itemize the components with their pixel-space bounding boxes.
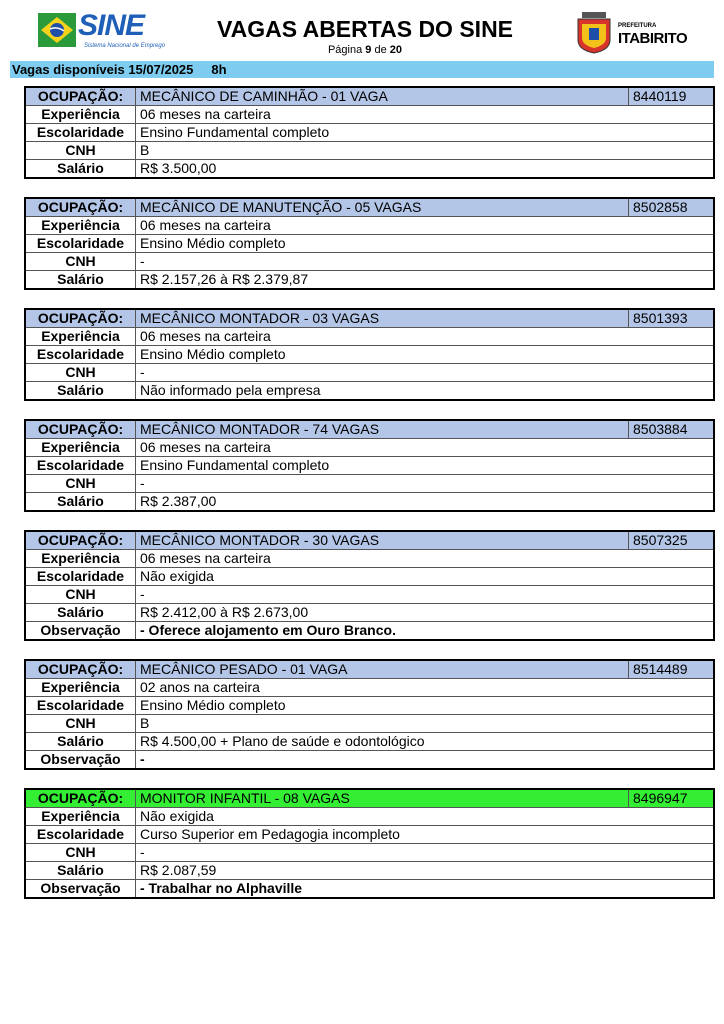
observacao-value: - Oferece alojamento em Ouro Branco.	[136, 622, 715, 641]
date-bar	[10, 61, 714, 78]
escolaridade-value: Curso Superior em Pedagogia incompleto	[136, 826, 715, 844]
cnh-label: CNH	[25, 715, 136, 733]
salario-value: R$ 4.500,00 + Plano de saúde e odontológico	[136, 733, 715, 751]
salario-value: R$ 2.412,00 à R$ 2.673,00	[136, 604, 715, 622]
cnh-label: CNH	[25, 142, 136, 160]
salario-value: R$ 2.157,26 à R$ 2.379,87	[136, 271, 715, 290]
job-table	[24, 788, 715, 899]
page-sep: de	[374, 44, 387, 56]
job-row-salario	[25, 271, 714, 290]
date-time: 8h	[211, 62, 227, 77]
job-row-escolaridade	[25, 457, 714, 475]
experiencia-value: Não exigida	[136, 808, 715, 826]
escolaridade-label: Escolaridade	[25, 457, 136, 475]
experiencia-value: 06 meses na carteira	[136, 217, 715, 235]
prefeitura-logo	[574, 12, 694, 54]
ocupacao-label: OCUPAÇÃO:	[25, 198, 136, 217]
job-title: MECÂNICO MONTADOR - 74 VAGAS	[136, 420, 629, 439]
job-code: 8507325	[629, 531, 715, 550]
job-row-salario	[25, 382, 714, 401]
job-title: MONITOR INFANTIL - 08 VAGAS	[136, 789, 629, 808]
salario-label: Salário	[25, 862, 136, 880]
escolaridade-value: Não exigida	[136, 568, 715, 586]
sine-brand-text: SINE	[78, 9, 145, 42]
cnh-label: CNH	[25, 475, 136, 493]
page-total: 20	[389, 44, 403, 56]
job-row-escolaridade	[25, 124, 714, 142]
job-title: MECÂNICO DE CAMINHÃO - 01 VAGA	[136, 87, 629, 106]
job-row-experiencia	[25, 439, 714, 457]
experiencia-value: 06 meses na carteira	[136, 106, 715, 124]
job-code: 8514489	[629, 660, 715, 679]
cnh-label: CNH	[25, 253, 136, 271]
job-row-cnh	[25, 844, 714, 862]
job-header-row	[25, 309, 714, 328]
salario-value: R$ 3.500,00	[136, 160, 715, 179]
observacao-label: Observação	[25, 880, 136, 899]
job-row-cnh	[25, 715, 714, 733]
job-row-cnh	[25, 364, 714, 382]
experiencia-value: 06 meses na carteira	[136, 550, 715, 568]
escolaridade-label: Escolaridade	[25, 235, 136, 253]
sine-subtitle: Sistema Nacional de Emprego	[84, 43, 166, 49]
ocupacao-label: OCUPAÇÃO:	[25, 531, 136, 550]
escolaridade-value: Ensino Médio completo	[136, 346, 715, 364]
job-list	[24, 86, 715, 917]
salario-label: Salário	[25, 733, 136, 751]
salario-value: R$ 2.087,59	[136, 862, 715, 880]
experiencia-label: Experiência	[25, 106, 136, 124]
job-table	[24, 419, 715, 512]
city-crest-icon	[574, 12, 614, 54]
page-title: VAGAS ABERTAS DO SINE	[216, 16, 514, 42]
job-table	[24, 659, 715, 770]
prefeitura-city: ITABIRITO	[618, 30, 688, 47]
salario-label: Salário	[25, 493, 136, 512]
job-row-escolaridade	[25, 568, 714, 586]
ocupacao-label: OCUPAÇÃO:	[25, 87, 136, 106]
escolaridade-label: Escolaridade	[25, 346, 136, 364]
job-header-row	[25, 420, 714, 439]
escolaridade-label: Escolaridade	[25, 568, 136, 586]
salario-value: Não informado pela empresa	[136, 382, 715, 401]
experiencia-value: 06 meses na carteira	[136, 328, 715, 346]
page-number	[180, 44, 550, 56]
ocupacao-label: OCUPAÇÃO:	[25, 660, 136, 679]
cnh-value: -	[136, 844, 715, 862]
salario-value: R$ 2.387,00	[136, 493, 715, 512]
job-row-escolaridade	[25, 235, 714, 253]
job-row-observacao	[25, 880, 714, 899]
job-row-salario	[25, 733, 714, 751]
job-title: MECÂNICO MONTADOR - 30 VAGAS	[136, 531, 629, 550]
job-header-row	[25, 87, 714, 106]
job-row-cnh	[25, 586, 714, 604]
job-code: 8440119	[629, 87, 715, 106]
job-table	[24, 86, 715, 179]
escolaridade-value: Ensino Médio completo	[136, 235, 715, 253]
job-header-row	[25, 198, 714, 217]
escolaridade-value: Ensino Médio completo	[136, 697, 715, 715]
job-table	[24, 197, 715, 290]
job-row-cnh	[25, 475, 714, 493]
job-row-observacao	[25, 751, 714, 770]
experiencia-label: Experiência	[25, 328, 136, 346]
prefeitura-label: PREFEITURA	[618, 23, 657, 29]
cnh-value: -	[136, 475, 715, 493]
escolaridade-label: Escolaridade	[25, 697, 136, 715]
job-code: 8502858	[629, 198, 715, 217]
observacao-label: Observação	[25, 751, 136, 770]
job-title: MECÂNICO DE MANUTENÇÃO - 05 VAGAS	[136, 198, 629, 217]
cnh-label: CNH	[25, 364, 136, 382]
cnh-value: B	[136, 142, 715, 160]
escolaridade-value: Ensino Fundamental completo	[136, 124, 715, 142]
salario-label: Salário	[25, 271, 136, 290]
ocupacao-label: OCUPAÇÃO:	[25, 309, 136, 328]
job-row-experiencia	[25, 808, 714, 826]
salario-label: Salário	[25, 604, 136, 622]
salario-label: Salário	[25, 382, 136, 401]
job-row-escolaridade	[25, 826, 714, 844]
job-row-salario	[25, 604, 714, 622]
job-row-experiencia	[25, 217, 714, 235]
job-title: MECÂNICO MONTADOR - 03 VAGAS	[136, 309, 629, 328]
job-row-escolaridade	[25, 697, 714, 715]
job-header-row	[25, 660, 714, 679]
job-table	[24, 530, 715, 641]
experiencia-value: 06 meses na carteira	[136, 439, 715, 457]
experiencia-label: Experiência	[25, 439, 136, 457]
escolaridade-label: Escolaridade	[25, 124, 136, 142]
job-code: 8496947	[629, 789, 715, 808]
job-row-salario	[25, 862, 714, 880]
date-label: Vagas disponíveis 15/07/2025	[12, 62, 194, 77]
ocupacao-label: OCUPAÇÃO:	[25, 789, 136, 808]
job-table	[24, 308, 715, 401]
escolaridade-value: Ensino Fundamental completo	[136, 457, 715, 475]
experiencia-label: Experiência	[25, 679, 136, 697]
page-prefix: Página	[327, 44, 363, 56]
job-row-cnh	[25, 253, 714, 271]
job-row-experiencia	[25, 679, 714, 697]
experiencia-value: 02 anos na carteira	[136, 679, 715, 697]
job-row-escolaridade	[25, 346, 714, 364]
job-row-experiencia	[25, 106, 714, 124]
job-header-row	[25, 531, 714, 550]
escolaridade-label: Escolaridade	[25, 826, 136, 844]
page-current: 9	[365, 44, 372, 56]
job-row-salario	[25, 160, 714, 179]
experiencia-label: Experiência	[25, 550, 136, 568]
page-header	[0, 0, 724, 60]
brazil-flag-icon	[38, 11, 78, 49]
job-row-cnh	[25, 142, 714, 160]
job-title: MECÂNICO PESADO - 01 VAGA	[136, 660, 629, 679]
job-code: 8501393	[629, 309, 715, 328]
cnh-value: -	[136, 364, 715, 382]
job-row-experiencia	[25, 328, 714, 346]
experiencia-label: Experiência	[25, 217, 136, 235]
sine-logo	[38, 9, 166, 51]
job-row-salario	[25, 493, 714, 512]
cnh-label: CNH	[25, 844, 136, 862]
job-code: 8503884	[629, 420, 715, 439]
cnh-value: -	[136, 586, 715, 604]
cnh-label: CNH	[25, 586, 136, 604]
job-row-observacao	[25, 622, 714, 641]
observacao-label: Observação	[25, 622, 136, 641]
job-row-experiencia	[25, 550, 714, 568]
salario-label: Salário	[25, 160, 136, 179]
observacao-value: -	[136, 751, 715, 770]
observacao-value: - Trabalhar no Alphaville	[136, 880, 715, 899]
job-header-row	[25, 789, 714, 808]
ocupacao-label: OCUPAÇÃO:	[25, 420, 136, 439]
experiencia-label: Experiência	[25, 808, 136, 826]
cnh-value: -	[136, 253, 715, 271]
cnh-value: B	[136, 715, 715, 733]
